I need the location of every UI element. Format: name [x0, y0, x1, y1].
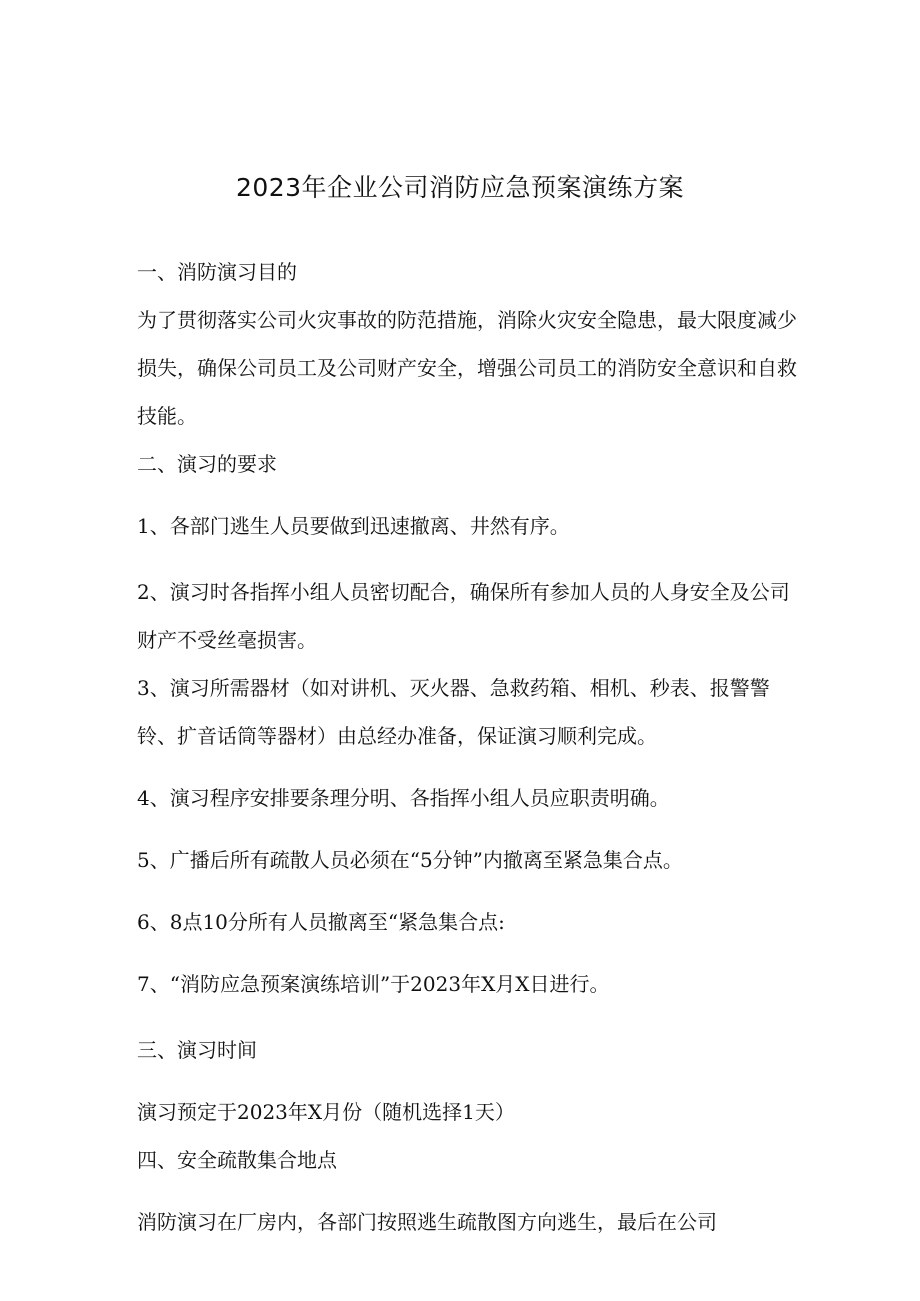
- requirement-item-5: 5、广播后所有疏散人员必须在“5分钟”内撤离至紧急集合点。: [137, 848, 683, 872]
- requirement-item-4: 4、演习程序安排要条理分明、各指挥小组人员应职责明确。: [137, 786, 670, 810]
- section-heading-purpose: 一、消防演习目的: [137, 260, 297, 284]
- section-heading-assembly-point: 四、安全疏散集合地点: [137, 1148, 337, 1172]
- requirement-item-1: 1、各部门逃生人员要做到迅速撤离、井然有序。: [137, 514, 570, 538]
- section-text-time: 演习预定于2023年X月份（随机选择1天）: [137, 1100, 515, 1124]
- section-heading-time: 三、演习时间: [137, 1038, 257, 1062]
- section-heading-requirements: 二、演习的要求: [137, 452, 277, 476]
- document-body: [137, 248, 797, 1246]
- section-text-purpose: 为了贯彻落实公司火灾事故的防范措施，消除火灾安全隐患，最大限度减少损失，确保公司员工及公司财产安全，增强公司员工的消防安全意识和自救技能。: [137, 308, 797, 428]
- section-text-assembly-point: 消防演习在厂房内，各部门按照逃生疏散图方向逃生，最后在公司: [137, 1210, 717, 1234]
- requirement-item-2: 2、演习时各指挥小组人员密切配合，确保所有参加人员的人身安全及公司财产不受丝毫损害。: [137, 580, 790, 652]
- document-title: 2023年企业公司消防应急预案演练方案: [235, 173, 685, 202]
- requirement-item-6: 6、8点10分所有人员撤离至“紧急集合点:: [137, 910, 505, 934]
- requirement-item-7: 7、“消防应急预案演练培训”于2023年X月X日进行。: [137, 972, 610, 996]
- requirement-item-3: 3、演习所需器材（如对讲机、灭火器、急救药箱、相机、秒表、报警警铃、扩音话筒等器材）由总经办准备，保证演习顺利完成。: [137, 676, 770, 748]
